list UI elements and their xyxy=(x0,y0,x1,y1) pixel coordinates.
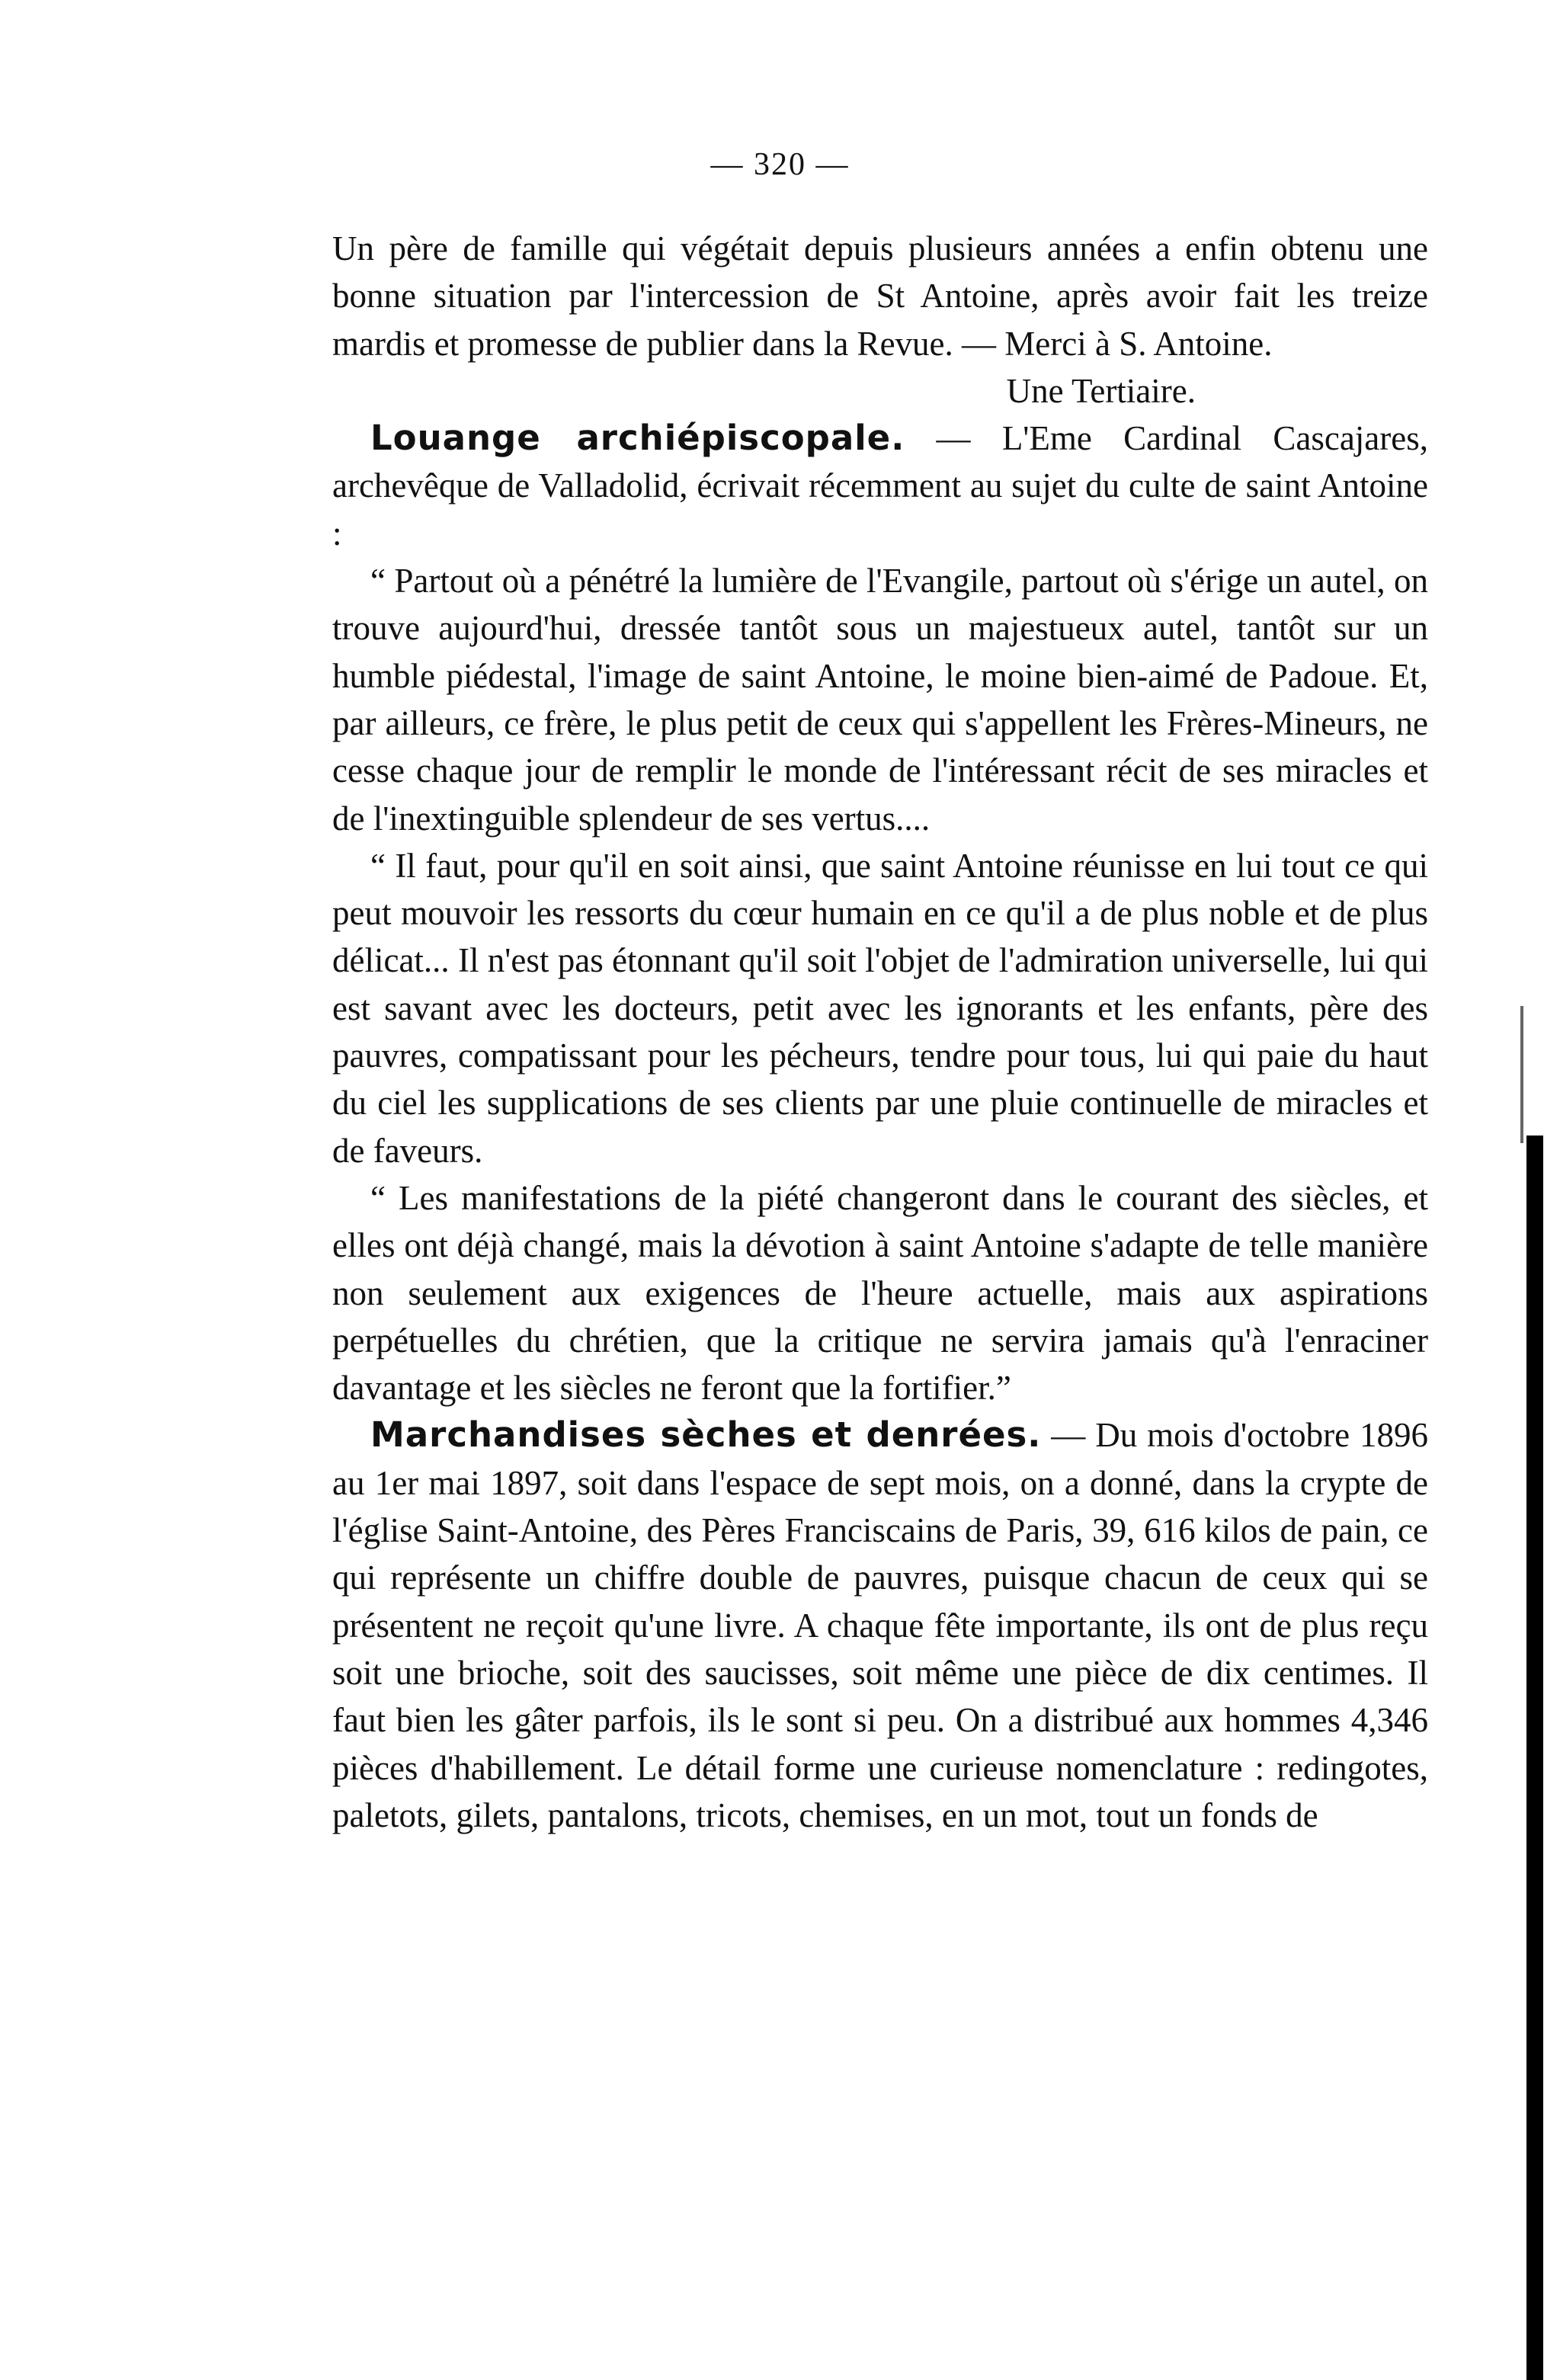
paragraph-text: “ Il faut, pour qu'il en soit ainsi, que saint Antoine réunisse en lui tout ce qui peut mouvoir les ressorts du cœur humain en ce qu'il a de plus noble et de plus délicat... Il n'est pas étonnant qu'il soit l'objet de l'admiration universelle, lui qui est savant avec les docteurs, petit avec les ignorants et les enfants, père des pauvres, compatissant pour les pécheurs, tendre pour tous, lui qui paie du haut du ciel les supplications de ses clients par une pluie continuelle de miracles et de faveurs. xyxy=(332,846,1428,1170)
signature-text: Une Tertiaire. xyxy=(1006,371,1196,410)
scan-edge-mark xyxy=(1520,1006,1523,1143)
paragraph-thanksgiving xyxy=(332,225,1428,367)
paragraph-louange xyxy=(332,415,1428,557)
paragraph-text: “ Partout où a pénétré la lumière de l'Evangile, partout où s'érige un autel, on trouve aujourd'hui, dressée tantôt sous un majestueux autel, tantôt sur un humble piédestal, l'image de saint Antoine, le moine bien-aimé de Padoue. Et, par ailleurs, ce frère, le plus petit de ceux qui s'appellent les Frères-Mineurs, ne cesse chaque jour de remplir le monde de l'intéressant récit de ses miracles et de l'inextinguible splendeur de ses vertus.... xyxy=(332,562,1428,838)
paragraph-quote-1 xyxy=(332,557,1428,842)
paragraph-text: Un père de famille qui végétait depuis plusieurs années a enfin obtenu une bonne situation par l'intercession de St Antoine, après avoir fait les treize mardis et promesse de publier dans la Revue. — Merci à S. Antoine. xyxy=(332,229,1428,363)
paragraph-quote-3 xyxy=(332,1174,1428,1411)
paragraph-quote-2 xyxy=(332,842,1428,1174)
page-body xyxy=(332,225,1428,1839)
paragraph-text: — Du mois d'octobre 1896 au 1er mai 1897, soit dans l'espace de sept mois, on a donné, dans la crypte de l'église Saint-Antoine, des Pères Franciscains de Paris, 39, 616 kilos de pain, ce qui représente un chiffre double de pauvres, puisque chacun de ceux qui se présentent ne reçoit qu'une livre. A chaque fête importante, ils ont de plus reçu soit une brioche, soit des saucisses, soit même une pièce de dix centimes. Il faut bien les gâter parfois, ils le sont si peu. On a distribué aux hommes 4,346 pièces d'habillement. Le détail forme une curieuse nomenclature : redingotes, paletots, gilets, pantalons, tricots, chemises, en un mot, tout un fonds de xyxy=(332,1416,1428,1834)
signature xyxy=(332,367,1428,415)
paragraph-marchandises xyxy=(332,1411,1428,1839)
paragraph-text: — L'Eme Cardinal Cascajares, archevêque de Valladolid, écrivait récemment au sujet du culte de saint Antoine : xyxy=(332,419,1428,553)
paragraph-text: “ Les manifestations de la piété changeront dans le courant des siècles, et elles ont déjà changé, mais la dévotion à saint Antoine s'adapte de telle manière non seulement aux exigences de l'heure actuelle, mais aux aspirations perpétuelles du chrétien, que la critique ne servira jamais qu'à l'enraciner davantage et les siècles ne feront que la fortifier.” xyxy=(332,1178,1428,1408)
page-number: — 320 — xyxy=(710,147,850,182)
scan-edge-bar xyxy=(1526,1136,1543,2380)
section-heading: Louange archiépiscopale. xyxy=(370,418,905,459)
section-heading: Marchandises sèches et denrées. xyxy=(370,1414,1042,1456)
